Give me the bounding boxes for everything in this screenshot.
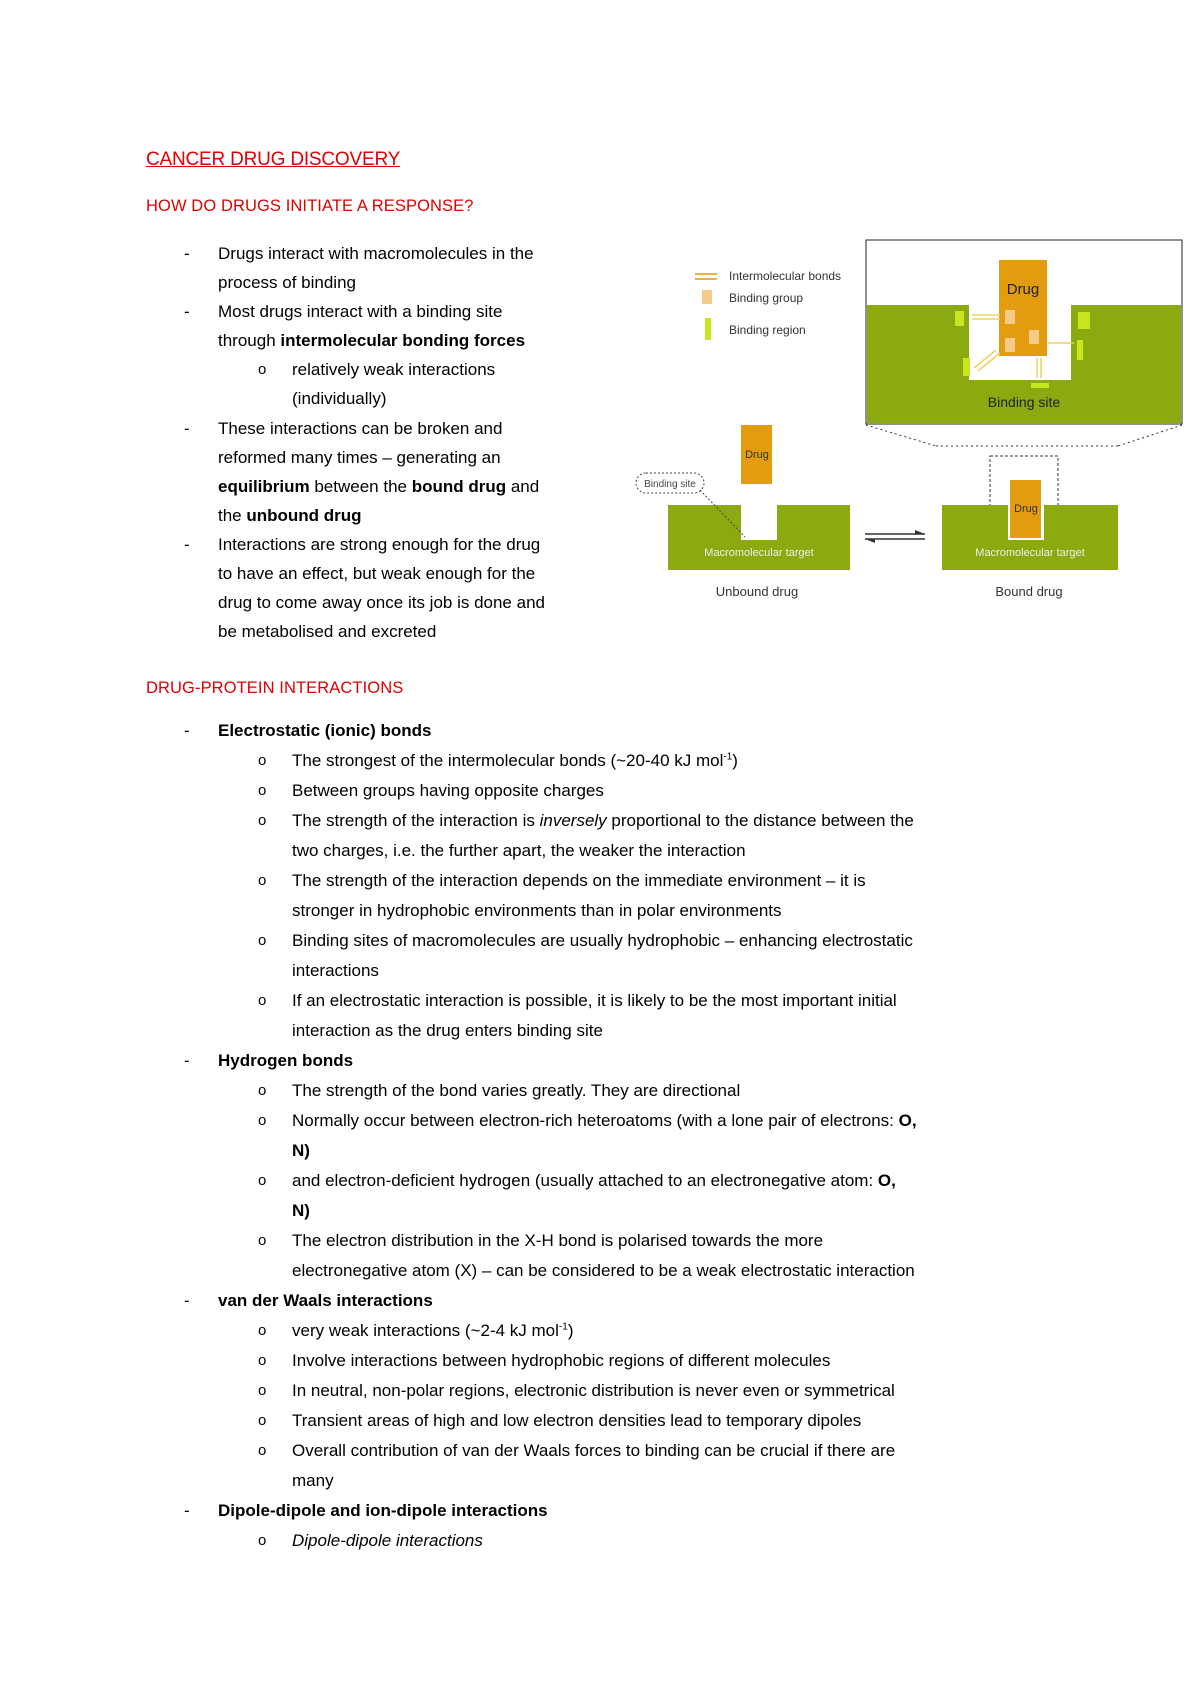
text-run: The strength of the interaction is — [292, 811, 540, 830]
sub-bullet-text: The electron distribution in the X-H bond is polarised towards the more — [292, 1231, 824, 1250]
bold-run: Hydrogen bonds — [218, 1051, 354, 1070]
text-run: and — [506, 477, 540, 496]
bold-run: bound drug — [411, 477, 507, 496]
sub-bullet: o — [258, 752, 267, 769]
sub-bullet-text: relatively weak interactions — [292, 360, 496, 379]
bullet-text: process of binding — [218, 273, 356, 292]
legend-bonds-label: Intermolecular bonds — [729, 269, 842, 283]
sub-bullet-text — [292, 1201, 310, 1221]
binding-site-callout-label: Binding site — [644, 479, 696, 490]
legend-region-swatch — [705, 318, 711, 340]
text-run: Normally occur between electron-rich heteroatoms (with a lone pair of electrons: — [292, 1111, 899, 1130]
sub-bullet-text — [292, 1171, 896, 1191]
sub-bullet-text: Transient areas of high and low electron densities lead to temporary dipoles — [292, 1411, 862, 1430]
bound-target-label: Macromolecular target — [975, 547, 1085, 559]
binding-region — [963, 358, 970, 376]
sub-bullet-text: Between groups having opposite charges — [292, 781, 604, 800]
binding-site-label: Binding site — [987, 394, 1061, 410]
bullet-title — [218, 1501, 548, 1521]
sub-bullet: o — [258, 872, 267, 889]
text-run: The strongest of the intermolecular bonds (~20-40 kJ mol — [292, 751, 724, 770]
bullet-dash: - — [184, 1051, 190, 1070]
italic-run: Dipole-dipole interactions — [292, 1531, 483, 1550]
unbound-drug-label: Drug — [745, 449, 769, 461]
zoom-drug-label: Drug — [1006, 281, 1040, 298]
bold-run: Dipole-dipole and ion-dipole interactions — [218, 1501, 548, 1520]
legend-bonds-swatch — [695, 278, 717, 280]
sub-bullet-text: The strength of the interaction depends on the immediate environment – it is — [292, 871, 866, 890]
text-run: between the — [309, 477, 412, 496]
sub-bullet-text — [292, 811, 914, 831]
bullet-text: be metabolised and excreted — [218, 622, 437, 641]
zoom-connector — [866, 425, 936, 446]
sub-bullet-text: (individually) — [292, 389, 387, 408]
bullet-text: drug to come away once its job is done and — [218, 593, 545, 612]
sub-bullet-text — [292, 1531, 483, 1551]
sub-bullet: o — [258, 1532, 267, 1549]
sub-bullet-text: The strength of the bond varies greatly. They are directional — [292, 1081, 741, 1100]
sub-bullet: o — [258, 1232, 267, 1249]
bullet-title — [218, 1291, 433, 1311]
sub-bullet-text: Involve interactions between hydrophobic regions of different molecules — [292, 1351, 831, 1370]
section-heading-interactions: DRUG-PROTEIN INTERACTIONS — [146, 679, 404, 697]
binding-region — [1031, 383, 1049, 388]
legend-region-label: Binding region — [729, 323, 806, 337]
bullet-text: Interactions are strong enough for the drug — [218, 535, 541, 554]
unbound-target-label: Macromolecular target — [704, 547, 814, 559]
sub-bullet-text: Overall contribution of van der Waals forces to binding can be crucial if there are — [292, 1441, 896, 1460]
bold-run: N) — [292, 1141, 310, 1160]
sub-bullet-text: stronger in hydrophobic environments than in polar environments — [292, 901, 782, 920]
sub-bullet-text: interaction as the drug enters binding site — [292, 1021, 603, 1040]
sub-bullet-text: two charges, i.e. the further apart, the weaker the interaction — [292, 841, 746, 860]
superscript: -1 — [723, 751, 733, 763]
bold-run: O, — [877, 1171, 896, 1190]
bullet-text: Most drugs interact with a binding site — [218, 302, 503, 321]
sub-bullet: o — [258, 932, 267, 949]
bold-run: equilibrium — [218, 477, 310, 496]
sub-bullet-text: many — [292, 1471, 334, 1490]
sub-bullet-text: electronegative atom (X) – can be considered to be a weak electrostatic interaction — [292, 1261, 915, 1280]
bullet-dash: - — [184, 1291, 190, 1310]
arrow-head — [865, 539, 875, 543]
legend-bonds-swatch — [695, 273, 717, 275]
bullet-dash: - — [184, 1501, 190, 1520]
sub-bullet: o — [258, 1382, 267, 1399]
sub-bullet-text: interactions — [292, 961, 379, 980]
sub-bullet: o — [258, 812, 267, 829]
sub-bullet-text — [292, 751, 738, 771]
bullet-dash: - — [184, 419, 190, 438]
sub-bullet-text: If an electrostatic interaction is possible, it is likely to be the most important initial — [292, 991, 897, 1010]
zoom-connector — [1118, 425, 1182, 446]
text-run: ) — [567, 1321, 574, 1340]
text-run: through — [218, 331, 281, 350]
bullet-dash: - — [184, 721, 190, 740]
unbound-target — [668, 505, 850, 570]
text-run: proportional to the distance between the — [606, 811, 914, 830]
bullet-text: Drugs interact with macromolecules in the — [218, 244, 534, 263]
sub-bullet: o — [258, 1352, 267, 1369]
text-run: ) — [732, 751, 738, 770]
bullet-text: These interactions can be broken and — [218, 419, 503, 438]
superscript: -1 — [558, 1321, 568, 1333]
bold-run: van der Waals interactions — [218, 1291, 433, 1310]
bold-run: O, — [898, 1111, 917, 1130]
sub-bullet-text: Binding sites of macromolecules are usually hydrophobic – enhancing electrostatic — [292, 931, 913, 950]
bullet-text: reformed many times – generating an — [218, 448, 501, 467]
binding-group — [1005, 310, 1015, 324]
sub-bullet-text — [292, 1321, 573, 1341]
binding-region — [1077, 340, 1083, 360]
sub-bullet: o — [258, 1322, 267, 1339]
bullet-text: to have an effect, but weak enough for the — [218, 564, 536, 583]
sub-bullet: o — [258, 1442, 267, 1459]
binding-group — [1005, 338, 1015, 352]
bound-drug-label: Drug — [1014, 503, 1038, 515]
sub-bullet: o — [258, 1412, 267, 1429]
bullet-dash: - — [184, 244, 190, 263]
binding-group — [1029, 330, 1039, 344]
bound-caption: Bound drug — [995, 584, 1063, 599]
sub-bullet: o — [258, 1172, 267, 1189]
sub-bullet-text — [292, 1111, 917, 1131]
sub-bullet: o — [258, 782, 267, 799]
page-title: CANCER DRUG DISCOVERY — [146, 149, 401, 170]
sub-bullet: o — [258, 1082, 267, 1099]
sub-bullet: o — [258, 1112, 267, 1129]
bullet-title — [218, 721, 431, 741]
sub-bullet: o — [258, 361, 267, 378]
sub-bullet: o — [258, 992, 267, 1009]
legend-group-label: Binding group — [729, 291, 804, 305]
unbound-caption: Unbound drug — [715, 584, 799, 599]
sub-bullet-text: In neutral, non-polar regions, electronic distribution is never even or symmetrical — [292, 1381, 895, 1400]
bold-run: N) — [292, 1201, 310, 1220]
bold-run: unbound drug — [246, 506, 362, 525]
italic-run: inversely — [539, 811, 607, 830]
bullet-dash: - — [184, 302, 190, 321]
text-run: and electron-deficient hydrogen (usually attached to an electronegative atom: — [292, 1171, 878, 1190]
bold-run: intermolecular bonding forces — [280, 331, 526, 350]
arrow-head — [915, 530, 925, 534]
binding-region — [955, 311, 964, 326]
binding-region — [1078, 312, 1090, 329]
text-run: very weak interactions (~2-4 kJ mol — [292, 1321, 559, 1340]
bullet-title — [218, 1051, 353, 1071]
bullet-dash: - — [184, 535, 190, 554]
text-run: the — [218, 506, 247, 525]
section-heading-response: HOW DO DRUGS INITIATE A RESPONSE? — [146, 197, 474, 215]
sub-bullet-text — [292, 1141, 310, 1161]
bold-run: Electrostatic (ionic) bonds — [218, 721, 432, 740]
legend-group-swatch — [702, 290, 712, 304]
